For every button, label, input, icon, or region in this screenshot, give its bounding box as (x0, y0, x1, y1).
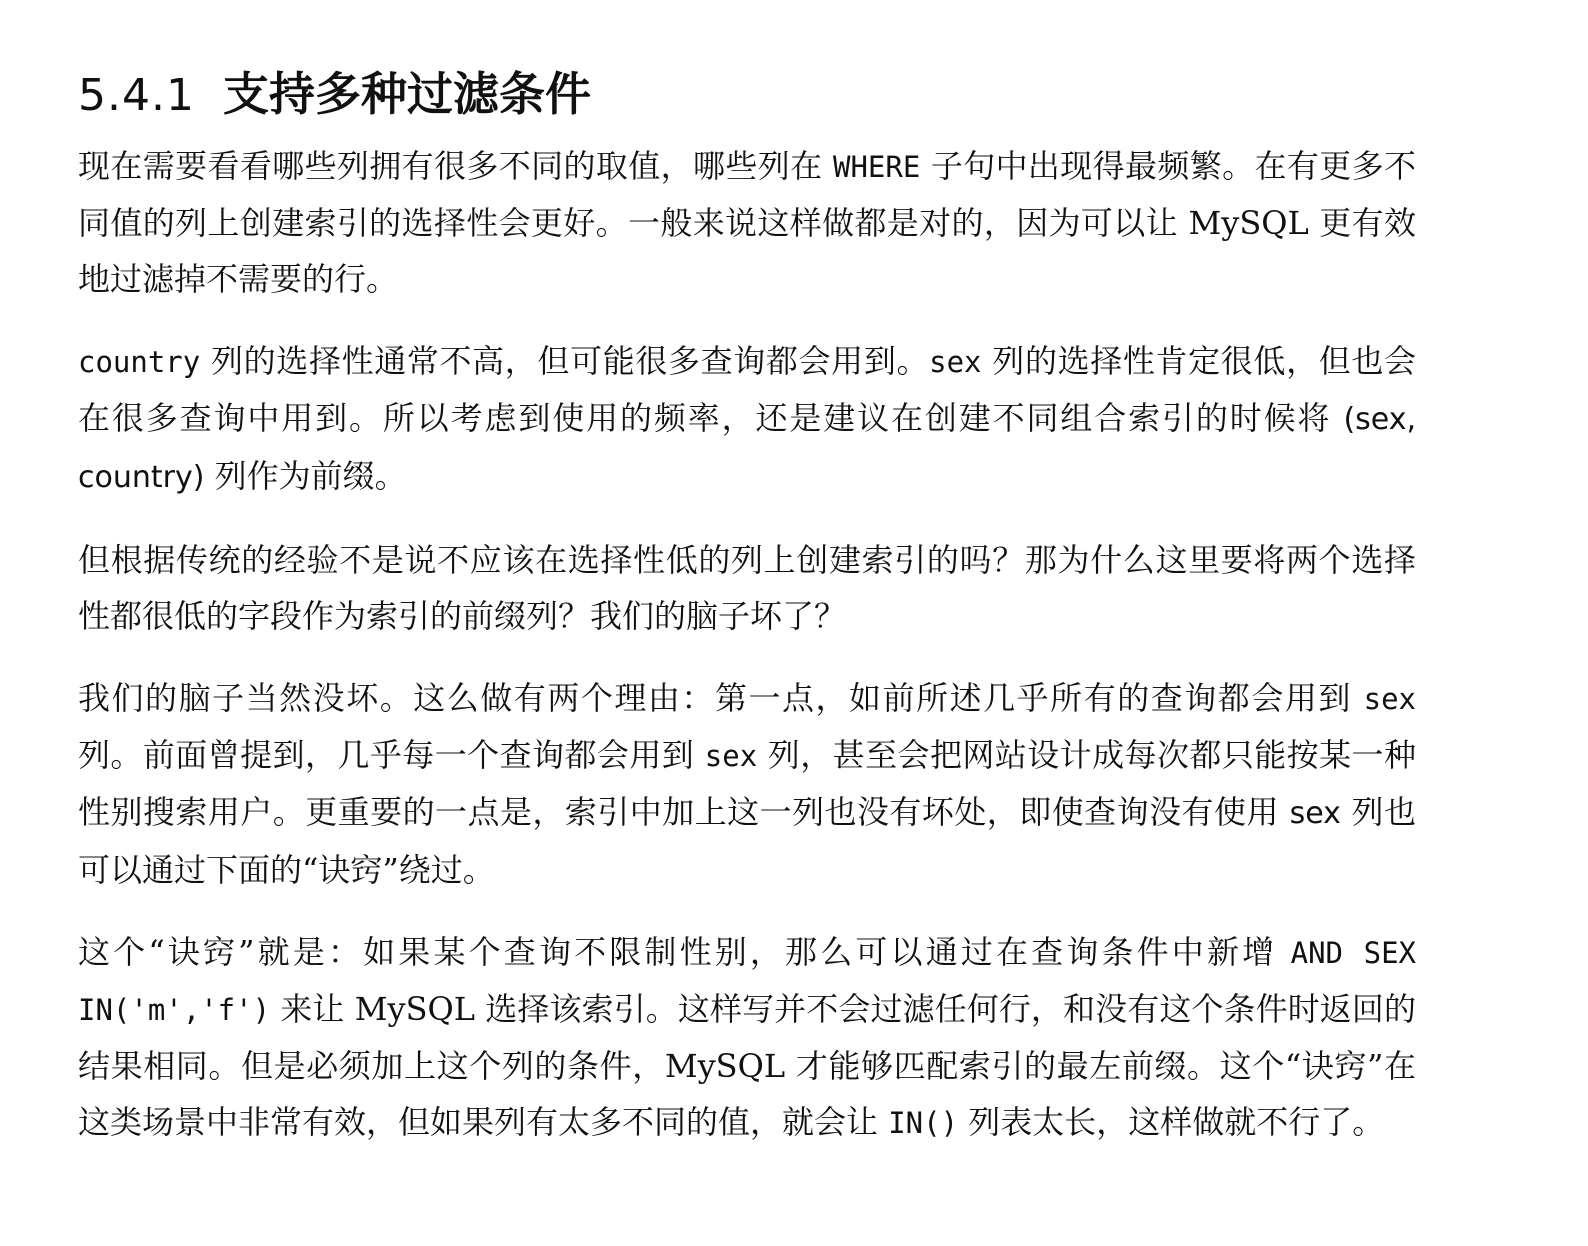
paragraph-2 (78, 333, 1416, 506)
paragraph-5 (78, 924, 1416, 1151)
paragraph-text: 现在需要看看哪些列拥有很多不同的取值，哪些列在 (78, 147, 833, 185)
inline-code: sex (1363, 682, 1416, 716)
paragraph-3 (78, 532, 1416, 644)
paragraph-text: 列的选择性通常不高，但可能很多查询都会用到。 (200, 342, 930, 380)
paragraph-text: 但根据传统的经验不是说不应该在选择性低的列上创建索引的吗？那为什么这里要将两个选择性都很低的字段作为索引的前缀列？我们的脑子坏了？ (78, 541, 1416, 635)
inline-code: sex (704, 739, 758, 773)
paragraph-1 (78, 138, 1416, 307)
inline-code: WHERE (832, 150, 921, 184)
paragraph-text: 列也可以通过下面的“诀窍”绕过。 (78, 793, 1416, 889)
section-number: 5.4.1 (78, 70, 195, 121)
paragraph-text: 列。前面曾提到，几乎每一个查询都会用到 (78, 736, 705, 774)
inline-code: sex (1289, 796, 1341, 831)
paragraph-4 (78, 670, 1416, 898)
paragraph-text: 列作为前缀。 (204, 457, 407, 495)
inline-code: country (78, 345, 201, 379)
inline-code: IN() (888, 1106, 959, 1140)
paragraph-text: 列，甚至会把网站设计成每次都只能按某一种性别搜索用户。更重要的一点是，索引中加上这一列也没有坏处，即使查询没有使用 (78, 736, 1416, 831)
section-title: 支持多种过滤条件 (222, 67, 591, 121)
paragraph-text: 我们的脑子当然没坏。这么做有两个理由：第一点，如前所述几乎所有的查询都会用到 (78, 679, 1364, 717)
paragraph-text: 来让 MySQL 选择该索引。这样写并不会过滤任何行，和没有这个条件时返回的结果相同。但是必须加上这个列的条件，MySQL 才能够匹配索引的最左前缀。这个“诀窍”在这类场景中非常有效，但如果列有太多不同的值，就会让 (78, 990, 1416, 1141)
inline-code: AND SEX IN('m','f') (78, 936, 1416, 1027)
inline-code: (sex, country) (78, 402, 1416, 495)
paragraph-text: 列表太长，这样做就不行了。 (958, 1103, 1385, 1141)
paragraph-text: 这个“诀窍”就是：如果某个查询不限制性别，那么可以通过在查询条件中新增 (78, 933, 1291, 971)
paragraph-text: 列的选择性肯定很低，但也会在很多查询中用到。所以考虑到使用的频率，还是建议在创建不同组合索引的时候将 (78, 342, 1416, 437)
inline-code: sex (929, 345, 982, 379)
section-heading (78, 58, 1416, 120)
page-content (78, 58, 1416, 1177)
paragraph-text: 子句中出现得最频繁。在有更多不同值的列上创建索引的选择性会更好。一般来说这样做都是对的，因为可以让 MySQL 更有效地过滤掉不需要的行。 (78, 147, 1416, 298)
